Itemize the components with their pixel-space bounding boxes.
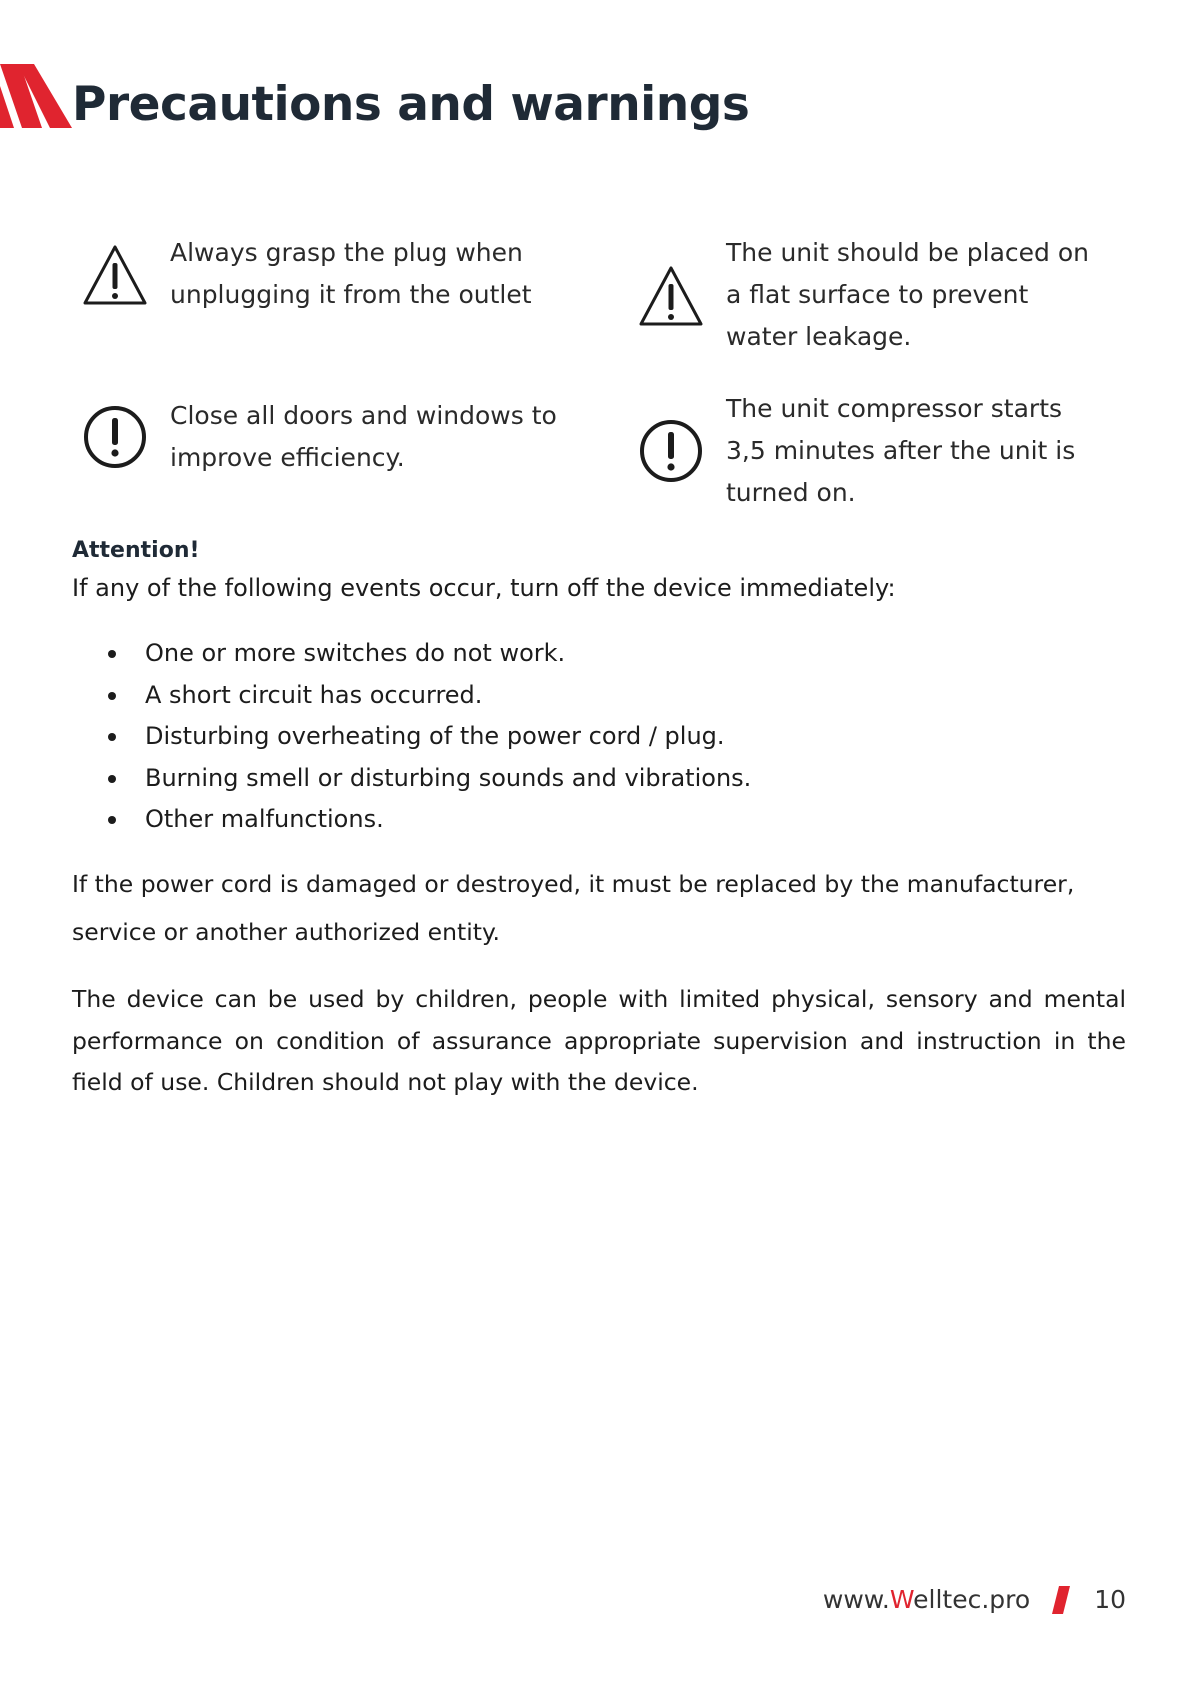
list-item (72, 758, 1072, 800)
notice-unplug (82, 232, 602, 316)
brand-logo-mark (0, 64, 74, 138)
list-item (72, 716, 1072, 758)
notice-text: The unit compressor starts 3,5 minutes after the unit is turned on. (726, 394, 1076, 507)
brand-slash-icon (1050, 1586, 1072, 1614)
notice-flat-surface (638, 232, 1118, 358)
warning-triangle-icon (82, 241, 148, 307)
power-cord-paragraph: If the power cord is damaged or destroyed, it must be replaced by the manufacturer, service or another authorized entity. (72, 870, 1075, 946)
exclamation-circle-icon (82, 404, 148, 470)
url-accent-letter: W (889, 1585, 914, 1614)
website-url[interactable] (823, 1584, 1030, 1616)
notice-text: Always grasp the plug when unplugging it from the outlet (170, 238, 532, 309)
notice-text: The unit should be placed on a flat surface to prevent water leakage. (726, 238, 1090, 351)
bullet-icon (108, 692, 116, 700)
page-title: Precautions and warnings (72, 77, 750, 132)
url-prefix: www. (822, 1585, 890, 1614)
notice-text: Close all doors and windows to improve efficiency. (170, 401, 557, 472)
shutdown-event-list (72, 633, 1072, 841)
list-item-text: One or more switches do not work. (145, 639, 566, 667)
bullet-icon (108, 816, 116, 824)
page-footer (823, 1584, 1126, 1616)
notice-compressor-delay (638, 388, 1118, 514)
page-number: 10 (1094, 1585, 1126, 1614)
list-item (72, 633, 1072, 675)
bullet-icon (108, 775, 116, 783)
list-item-text: Burning smell or disturbing sounds and vibrations. (145, 763, 752, 792)
list-item (72, 675, 1072, 717)
bullet-icon (108, 733, 116, 741)
list-item (72, 799, 1072, 841)
children-paragraph: The device can be used by children, people with limited physical, sensory and mental performance on condition of assurance appropriate supervision and instruction in the field of use. Children should not play with the device. (72, 985, 1126, 1096)
list-item-text: Disturbing overheating of the power cord / plug. (145, 722, 725, 750)
bullet-icon (108, 650, 116, 658)
url-suffix: elltec.pro (913, 1585, 1031, 1614)
list-item-text: Other malfunctions. (145, 805, 384, 833)
attention-intro: If any of the following events occur, turn off the device immediately: (72, 574, 896, 602)
attention-heading: Attention! (72, 538, 200, 563)
exclamation-circle-icon (638, 418, 704, 484)
warning-triangle-icon (638, 262, 704, 328)
notice-close-doors (82, 395, 602, 479)
list-item-text: A short circuit has occurred. (145, 680, 483, 709)
